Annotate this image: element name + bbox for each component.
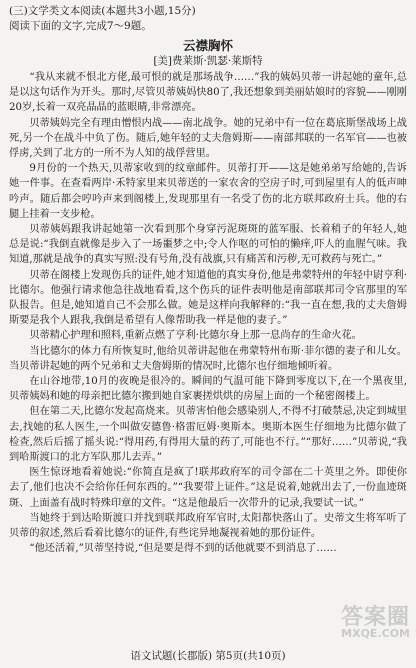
paragraph: 贝蒂姨妈完全有理由憎恨内战——南北战争。她的兄弟中有一位在葛底斯堡战场上战死,另一个在战斗中负了伤。随后,她年轻的丈夫詹姆斯——南部邦联的一名军官——也被俘虏,关到了北方的一所不为人知的战俘营里。 [9,117,407,160]
paragraph: 贝蒂在阁楼上发现伤兵的证件,她才知道他的真实身份,他是弗蒙特州的年轻中尉亨利·比德尔。他强行请求他急往战地看看,这个伤兵的证件表明他是南部联邦司令官那里的军队报告。但是,她知道自己不会那么做。她是这样向我解释的:“我一直在想,我的丈夫詹姆斯要是我个人跟我,我倒是希望有人像帮助我一样是他的妻子。” [9,269,407,327]
article-byline: [美]费莱斯·凯瑟·莱斯特 [153,55,263,67]
section-heading: (三)文学类文本阅读(本题共3小题,15分) [9,5,196,17]
paragraph: 当比德尔的体力有所恢复时,他给贝蒂讲起他在弗蒙特州布斯·菲尔德的妻子和儿女。当贝蒂讲起她的两个兄弟和丈夫詹姆斯的情况时,比德尔也仔细地倾听着。 [9,345,407,372]
paragraph: 在山谷地带,10月的夜晚是很冷的。瞬间的气温可能下降到零度以下,在一个黑夜里,贝蒂姨妈和她的母亲把比德尔搬到她自家裹搓烘烘的房屋上面的一个秘密阁楼上。 [9,376,407,403]
article-title: 云襟胸怀 [182,38,233,53]
watermark-logo [300,605,410,660]
paragraph: 贝蒂精心护理和照料,重新点燃了亨利·比德尔身上那一息尚存的生命火花。 [29,330,362,342]
watermark-text: 答案圈 [340,605,410,630]
paragraph: 但在第二天,比德尔发起高烧来。贝蒂害怕他会感染别人,不得不打破禁忌,决定到城里去,找她的私人医生,一个叫做安德鲁·格雷厄姆·奥斯本。奥斯本医生仔细地为比德尔做了检查,然后后摇了摇头说:“得用药,有得用大量的药了,可能也不行。”“那好……”贝蒂说,“我到哈斯渡口的北方军队那儿去弄。” [9,406,407,464]
paragraph: 贝蒂姨妈跟我讲起她第一次看到那个身穿污泥斑斑的蓝军服、长着稍子的年轻人,她总是说:“我倒直就像是步入了一场噩梦之中;令人作呕的可怕的懒痒,吓人的血腥气味。我知道,那就是战争的真实写照:没有号角,没有战旗,只有痛苦和污秽,无可救药与死亡。” [9,224,407,266]
article-body [9,70,407,557]
watermark-url: MXQE.COM [341,627,410,640]
paragraph: 医生惊讶地看着她说:“你简直是疯了!联邦政府军的司令部在二十英里之外。即使你去了,他们也决不会给你任何东西的。”“我要带上证件。”这是说着,她就出去了,一份血迹斑斑、上面盖有战时特殊印章的文件。“这是他最后一次带升的记录,我要试一试。” [9,467,407,509]
paragraph: “我从来就不恨北方佬,最可恨的就是那场战争……”我的姨妈贝蒂一讲起她的童年,总是以这句话作为开头。那时,尽管贝蒂姨妈快80了,我还想象到美丽姑娘时的容貌——刚刚20岁,长着一双亮晶晶的蓝眼睛,非常漂亮。 [9,72,407,114]
paragraph: 9月份的一个热天,贝蒂家收到的纹章邮件。贝蒂打开——这是她弟弟写给她的,告诉她一件事。在查看两岸·禾特家里来贝蒂送的一家农舍的空房子时,可到屋里有人的低声呻吟声。随后都会哼吟声来到阁楼上,发现那里有一名受了伤的北方联邦政府士兵。他的右腿上挂着一支步枪。 [9,163,407,220]
paragraph: 当她终于到达哈斯渡口并找到联邦政府军官时,太阳都快落山了。史蒂文生将军听了贝蒂的叙述,然后看着比德尔的证件,有些诧异地凝视着她的那份证件。 [9,512,407,540]
paragraph: “他还活着,”贝蒂坚持说,“但是要是得不到的话他就要不到消息了…… [29,543,337,555]
page-footer: 语文试题(长郡版) 第5页(共10页) [130,650,286,662]
reading-instruction: 阅读下面的文字,完成7～9题。 [9,20,152,32]
